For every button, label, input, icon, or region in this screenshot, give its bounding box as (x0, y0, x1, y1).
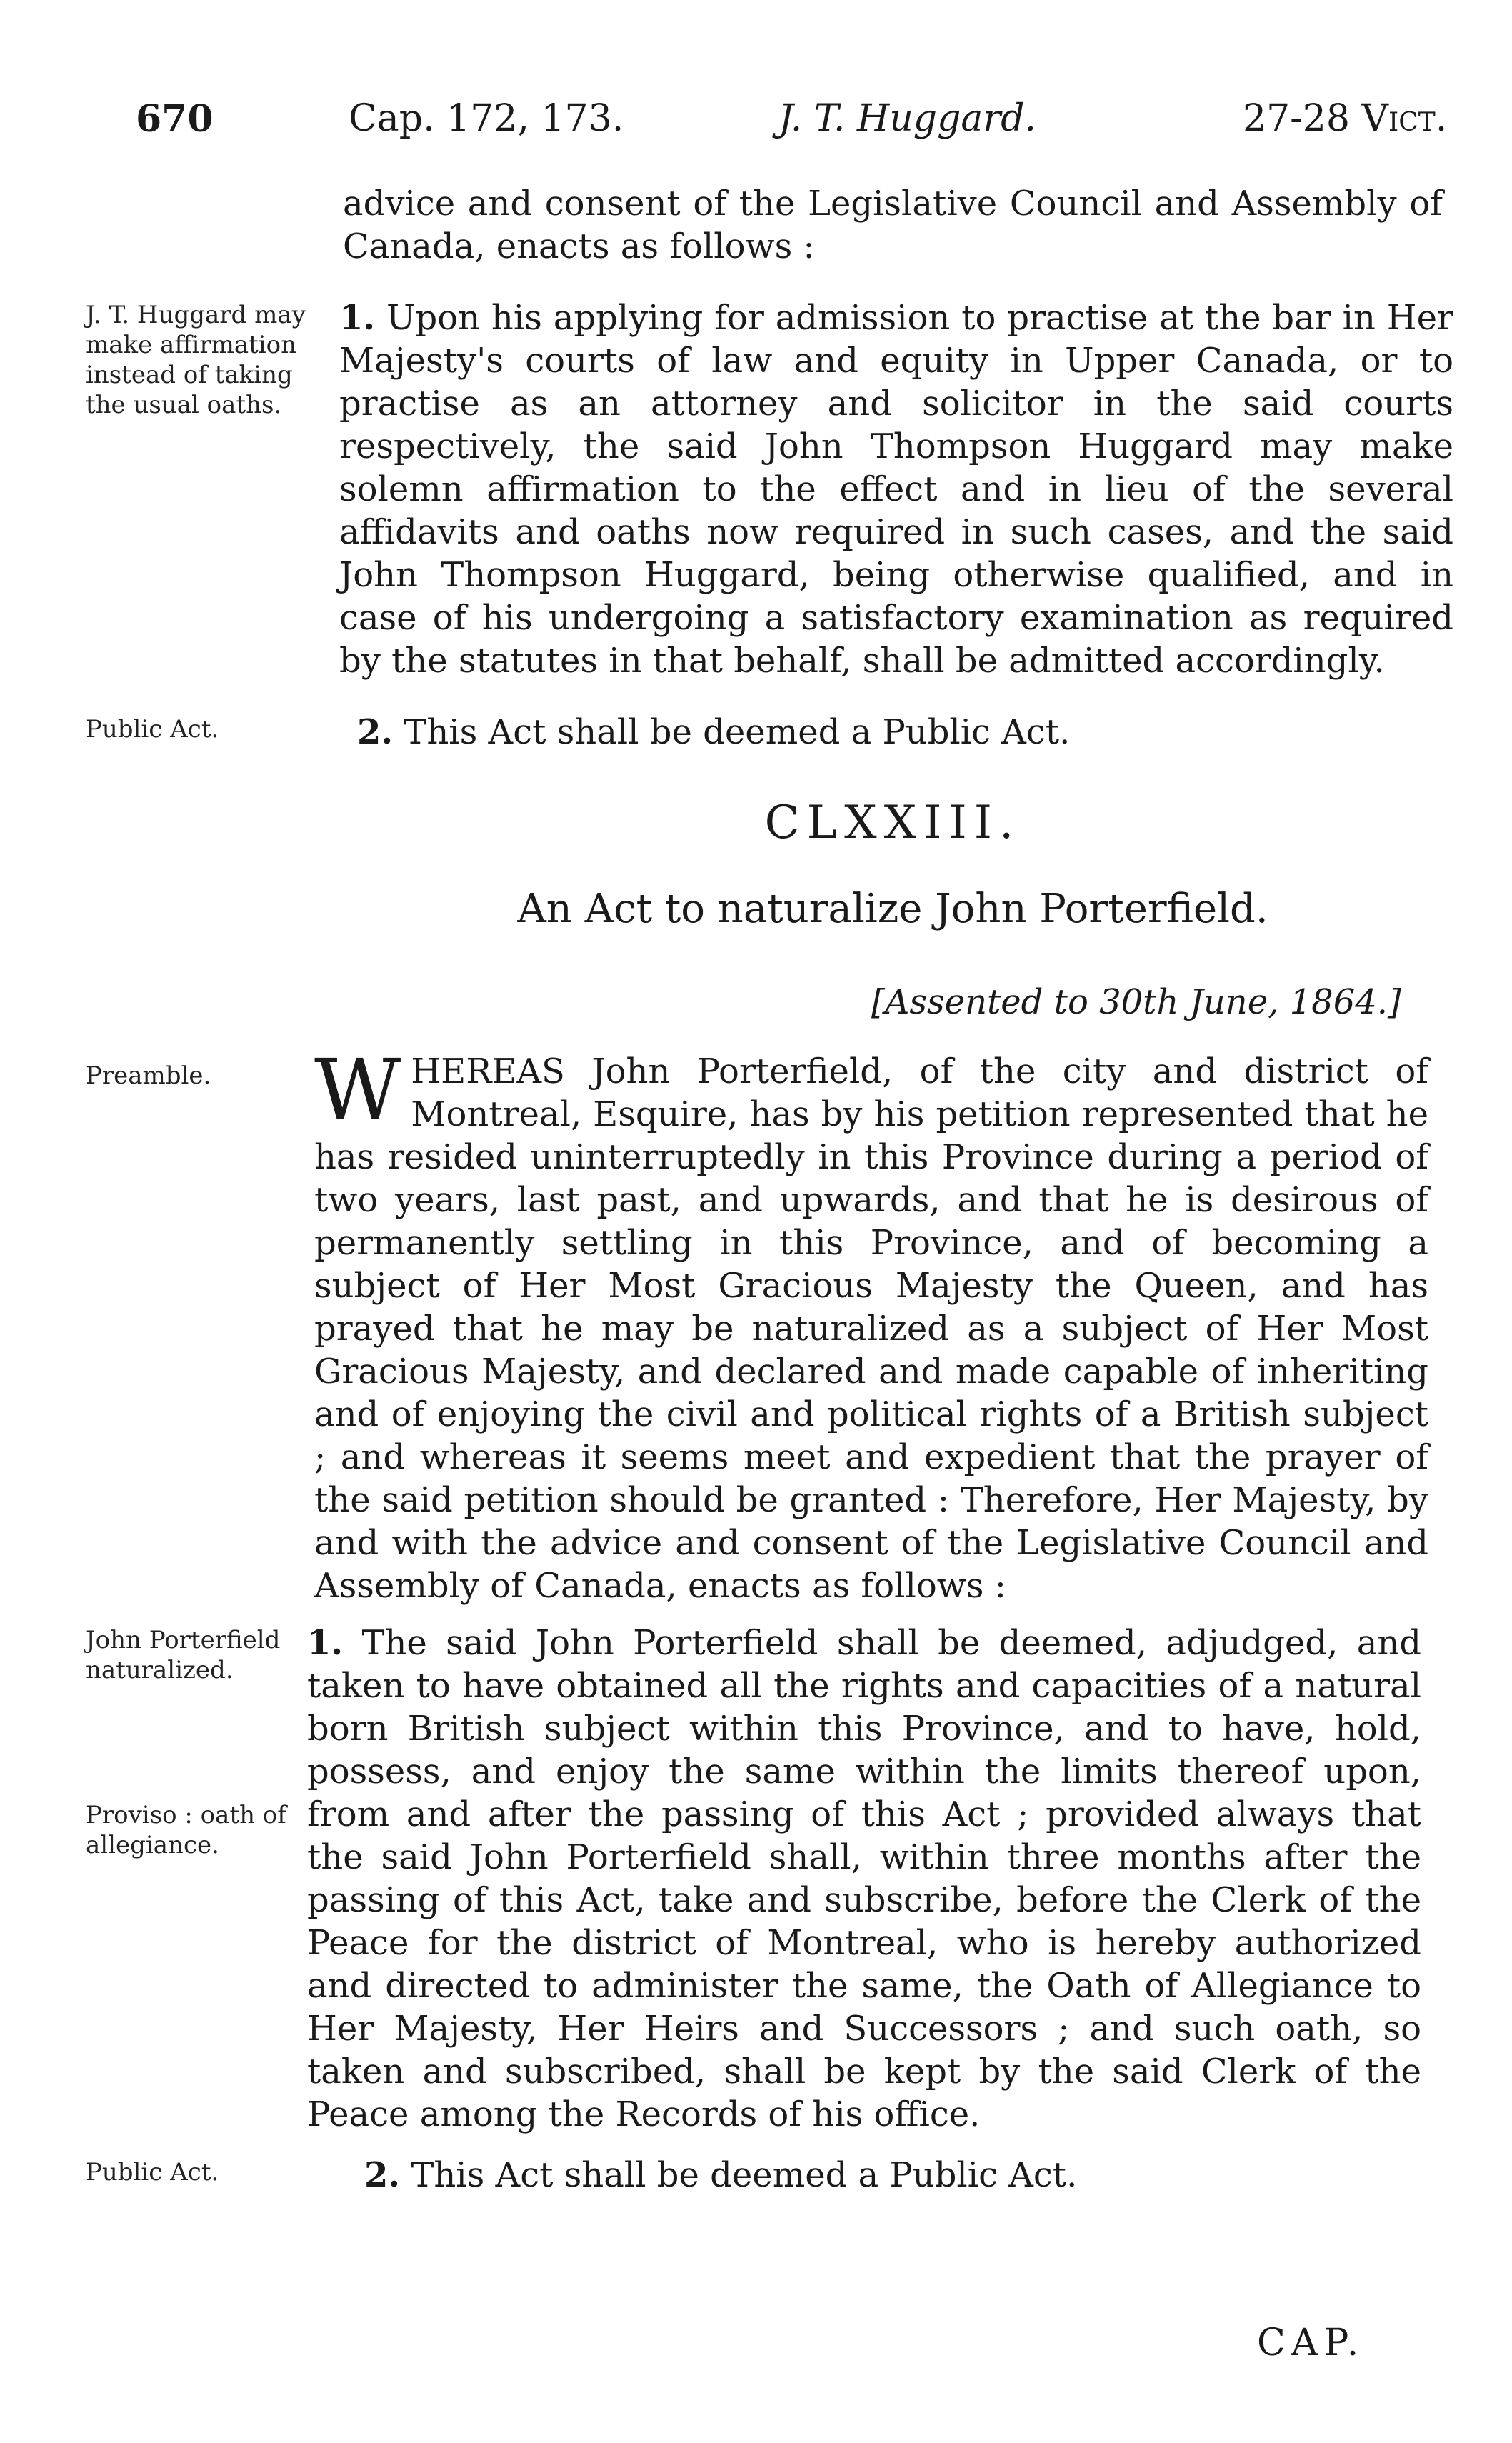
act172-sec2 (357, 711, 1443, 754)
act173-sec1-margin-note-proviso: Proviso : oath of allegiance. (86, 1801, 286, 1859)
regnal-year: 27-28 Vict. (1243, 97, 1448, 140)
catchword: CAP. (1257, 2322, 1365, 2364)
drop-cap: W (314, 1041, 401, 1139)
act172-sec2-margin-note: Public Act. (86, 715, 219, 744)
act173-title: An Act to naturalize John Porterfield. (517, 886, 1268, 932)
act172-continuation: advice and consent of the Legislative Council and Assembly of Canada, enacts as follows : (343, 184, 1443, 266)
act173-assent: [Assented to 30th June, 1864.] (871, 982, 1401, 1022)
act173-preamble-margin-note: Preamble. (86, 1061, 211, 1090)
page-number: 670 (136, 97, 214, 141)
section-number: 2. (357, 712, 394, 752)
act173-preamble (314, 1041, 1428, 1607)
act173-sec1-margin-note: John Porterfield naturalized. (86, 1626, 281, 1684)
act173-sec1 (307, 1622, 1421, 2136)
section-text: This Act shall be deemed a Public Act. (404, 712, 1071, 752)
preamble-text: HEREAS John Porterfield, of the city and district of Montreal, Esquire, has by his petition represented that he has resided uninterruptedly in this Province during a period of two years, last past, and upwards, and that he is desirous of permanently settling in this Province, and of becoming a subject of Her Most Gracious Majesty the Queen, and has prayed that he may be naturalized as a subject of Her Most Gracious Majesty, and declared and made capable of inheriting and of enjoying the civil and political rights of a British subject ; and whereas it seems meet and expedient that the prayer of the said petition should be granted : Therefore, Her Majesty, by and with the advice and consent of the Legislative Council and Assembly of Canada, enacts as follows : (314, 1051, 1428, 1606)
chapter-heading: Cap. 172, 173. (349, 97, 624, 140)
section-number: 1. (307, 1623, 344, 1663)
section-number: 2. (364, 2155, 401, 2195)
section-text: This Act shall be deemed a Public Act. (411, 2155, 1078, 2195)
act173-chapter-number: CLXXIII. (764, 796, 1021, 849)
section-number: 1. (339, 298, 376, 338)
act173-sec2 (364, 2154, 1421, 2197)
running-title: J. T. Huggard. (778, 97, 1037, 140)
act172-sec1-margin-note: J. T. Huggard may make affirmation instead of taking the usual oaths. (86, 301, 306, 419)
act173-sec2-margin-note: Public Act. (86, 2158, 219, 2187)
section-text: The said John Porterfield shall be deemed, adjudged, and taken to have obtained all the rights and capacities of a natural born British subject within this Province, and to have, hold, possess, and enjoy the same within the limits thereof upon, from and after the passing of this Act ; provided always that the said John Porterfield shall, within three months after the passing of this Act, take and subscribe, before the Clerk of the Peace for the district of Montreal, who is hereby authorized and directed to administer the same, the Oath of Allegiance to Her Majesty, Her Heirs and Successors ; and such oath, so taken and subscribed, shall be kept by the said Clerk of the Peace among the Records of his office. (307, 1623, 1421, 2134)
act172-sec1 (339, 296, 1453, 682)
section-text: Upon his applying for admission to practise at the bar in Her Majesty's courts of law and equity in Upper Canada, or to practise as an attorney and solicitor in the said courts respectively, the said John Thompson Huggard may make solemn affirmation to the effect and in lieu of the several affidavits and oaths now required in such cases, and the said John Thompson Huggard, being otherwise qualified, and in case of his undergoing a satisfactory examination as required by the statutes in that behalf, shall be admitted accordingly. (339, 298, 1454, 681)
